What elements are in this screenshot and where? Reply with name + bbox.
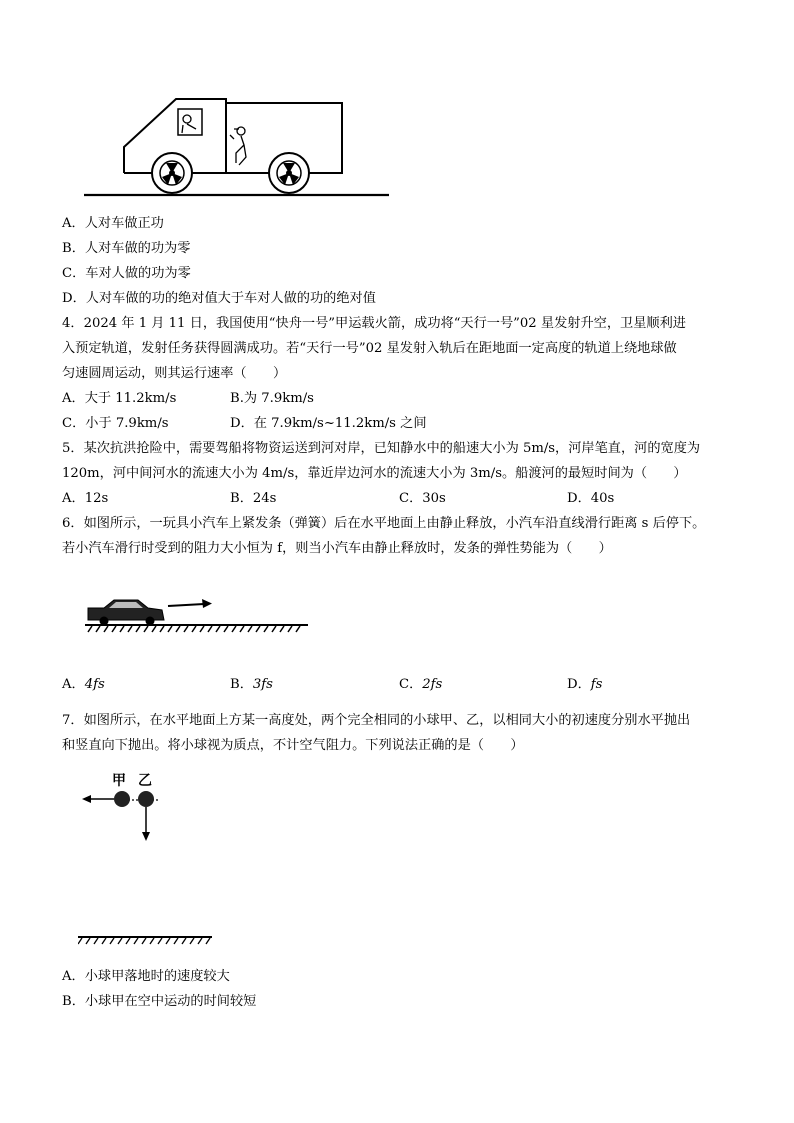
q5-option-b: B．24s [230, 491, 277, 506]
q7-option-a: A．小球甲落地时的速度较大 [62, 969, 230, 984]
q3-option-c: C．车对人做的功为零 [62, 266, 191, 281]
truck-figure [84, 95, 394, 200]
q4-stem-line-3: 匀速圆周运动，则其运行速率（ ） [62, 366, 287, 381]
q6-stem-line-2: 若小汽车滑行时受到的阻力大小恒为 f，则当小汽车由静止释放时，发条的弹性势能为（ ） [62, 541, 612, 556]
q5-stem-line-2: 120m，河中间河水的流速大小为 4m/s，靠近岸边河水的流速大小为 3m/s。船渡河的最短时间为（ ） [62, 466, 687, 481]
q4-stem-line-2: 入预定轨道，发射任务获得圆满成功。若“天行一号”02 星发射入轨后在距地面一定高度的轨道上绕地球做 [62, 341, 677, 356]
q4-option-d: D．在 7.9km/s~11.2km/s 之间 [230, 416, 427, 431]
q4-option-c: C．小于 7.9km/s [62, 416, 169, 431]
q6-option-b: B．3fs [230, 677, 273, 692]
q6-option-c: C．2fs [399, 677, 443, 692]
ball-yi-label: 乙 [138, 773, 152, 789]
ball-yi [138, 791, 154, 807]
q7-stem-line-2: 和竖直向下抛出。将小球视为质点，不计空气阻力。下列说法正确的是（ ） [62, 738, 524, 753]
q5-stem-line-1: 5．某次抗洪抢险中，需要驾船将物资运送到河对岸，已知静水中的船速大小为 5m/s，河岸笔直，河的宽度为 [62, 441, 701, 456]
ball-jia-label: 甲 [112, 773, 126, 789]
q4-option-b: B.为 7.9km/s [230, 391, 314, 406]
q6-stem-line-1: 6．如图所示，一玩具小汽车上紧发条（弹簧）后在水平地面上由静止释放，小汽车沿直线滑行距离 s 后停下。 [62, 516, 706, 531]
q3-option-b: B．人对车做的功为零 [62, 241, 191, 256]
two-balls-figure [78, 768, 218, 948]
q4-option-a: A．大于 11.2km/s [62, 391, 177, 406]
ball-jia [114, 791, 130, 807]
q7-option-b: B．小球甲在空中运动的时间较短 [62, 994, 257, 1009]
q6-option-a: A．4fs [62, 677, 105, 692]
q3-option-a: A．人对车做正功 [62, 216, 164, 231]
q4-stem-line-1: 4．2024 年 1 月 11 日，我国使用“快舟一号”甲运载火箭，成功将“天行一号”02 星发射升空，卫星顺利进 [62, 316, 686, 331]
q7-stem-line-1: 7．如图所示，在水平地面上方某一高度处，两个完全相同的小球甲、乙，以相同大小的初速度分别水平抛出 [62, 713, 691, 728]
q5-option-a: A．12s [62, 491, 109, 506]
q6-option-d: D．fs [567, 677, 603, 692]
toy-car-figure [80, 592, 310, 637]
q3-option-d: D．人对车做的功的绝对值大于车对人做的功的绝对值 [62, 291, 376, 306]
q5-option-c: C．30s [399, 491, 446, 506]
q5-option-d: D．40s [567, 491, 615, 506]
